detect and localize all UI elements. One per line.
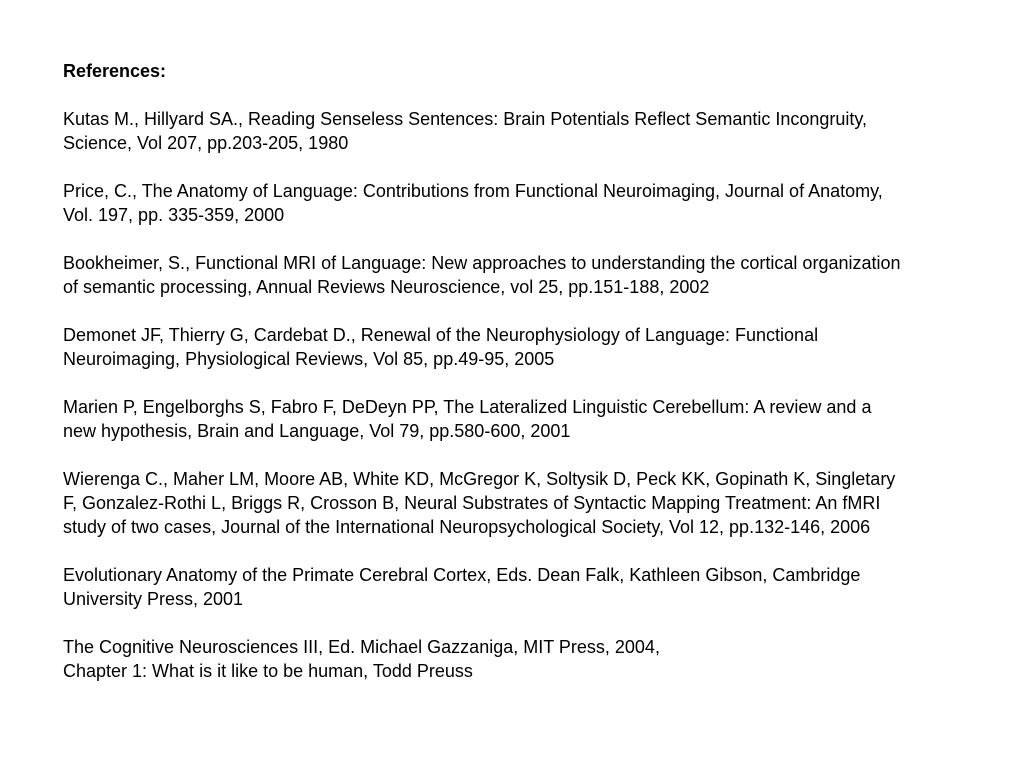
references-heading: References: xyxy=(63,61,167,81)
reference-item xyxy=(63,467,998,539)
reference-item xyxy=(63,395,998,443)
reference-item xyxy=(63,179,998,227)
reference-line: Marien P, Engelborghs S, Fabro F, DeDeyn PP, The Lateralized Linguistic Cerebellum: A review and a xyxy=(63,397,872,417)
reference-line: of semantic processing, Annual Reviews Neuroscience, vol 25, pp.151-188, 2002 xyxy=(63,277,710,297)
reference-line: Chapter 1: What is it like to be human, Todd Preuss xyxy=(63,661,473,681)
reference-line: Demonet JF, Thierry G, Cardebat D., Renewal of the Neurophysiology of Language: Functional xyxy=(63,325,819,345)
reference-line: Vol. 197, pp. 335-359, 2000 xyxy=(63,205,285,225)
reference-line: Science, Vol 207, pp.203-205, 1980 xyxy=(63,133,349,153)
reference-item xyxy=(63,635,998,683)
reference-item xyxy=(63,323,998,371)
reference-line: Bookheimer, S., Functional MRI of Language: New approaches to understanding the cortical organization xyxy=(63,253,901,273)
reference-line: Evolutionary Anatomy of the Primate Cerebral Cortex, Eds. Dean Falk, Kathleen Gibson, Cambridge xyxy=(63,565,861,585)
reference-line: The Cognitive Neurosciences III, Ed. Michael Gazzaniga, MIT Press, 2004, xyxy=(63,637,660,657)
reference-line: Kutas M., Hillyard SA., Reading Senseless Sentences: Brain Potentials Reflect Semantic Incongruity, xyxy=(63,109,868,129)
reference-line: Wierenga C., Maher LM, Moore AB, White KD, McGregor K, Soltysik D, Peck KK, Gopinath K, Singletary xyxy=(63,469,896,489)
reference-item xyxy=(63,107,998,155)
reference-line: study of two cases, Journal of the International Neuropsychological Society, Vol 12, pp.132-146, 2006 xyxy=(63,517,871,537)
references-slide xyxy=(63,59,998,707)
reference-line: Price, C., The Anatomy of Language: Contributions from Functional Neuroimaging, Journal of Anatomy, xyxy=(63,181,883,201)
reference-line: F, Gonzalez-Rothi L, Briggs R, Crosson B, Neural Substrates of Syntactic Mapping Treatment: An fMRI xyxy=(63,493,881,513)
reference-item xyxy=(63,251,998,299)
reference-line: University Press, 2001 xyxy=(63,589,244,609)
reference-line: Neuroimaging, Physiological Reviews, Vol 85, pp.49-95, 2005 xyxy=(63,349,555,369)
reference-line: new hypothesis, Brain and Language, Vol 79, pp.580-600, 2001 xyxy=(63,421,571,441)
reference-item xyxy=(63,563,998,611)
